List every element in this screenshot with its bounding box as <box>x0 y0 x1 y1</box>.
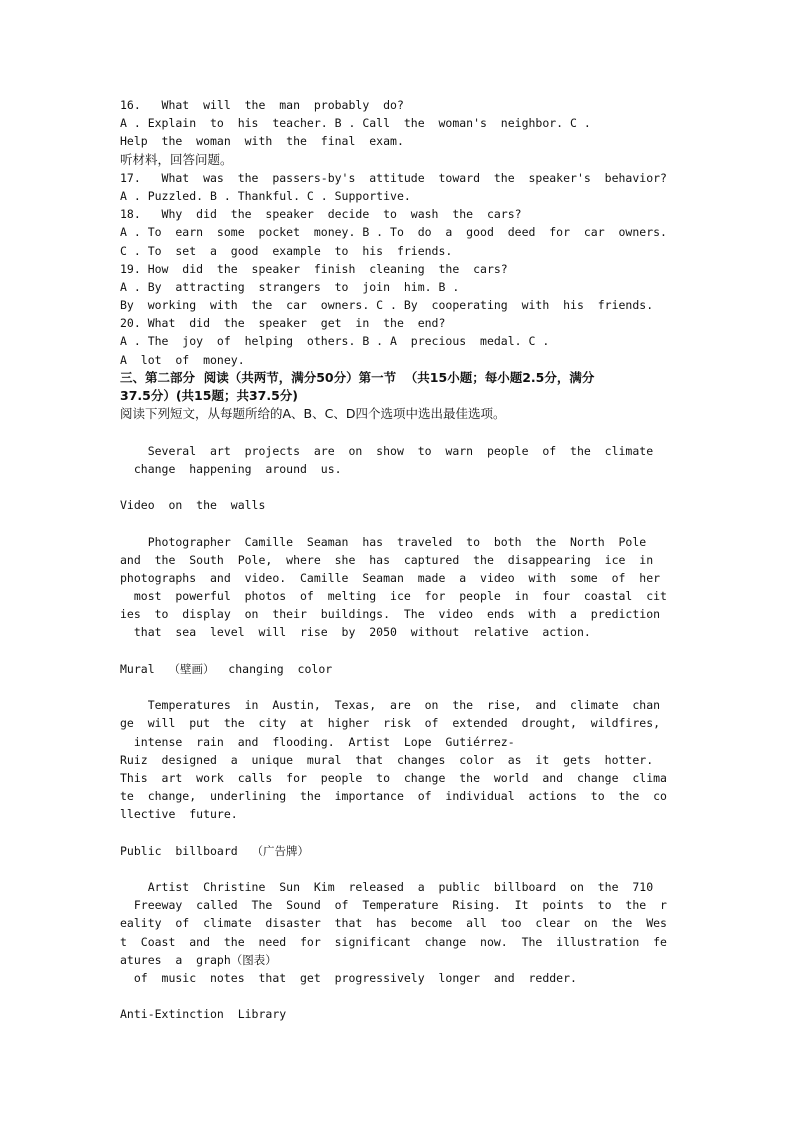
billboard-body-4: t Coast and the need for significant change now. The illustration fe <box>120 934 667 949</box>
question-16-option-c: Help the woman with the final exam. <box>120 134 404 149</box>
question-18-option-c: C . To set a good example to his friends. <box>120 243 453 258</box>
question-16: 16. What will the man probably do? <box>120 98 404 112</box>
passage-intro-1: Several art projects are on show to warn people of the climate <box>120 443 654 458</box>
mural-body-6: te change, underlining the importance of individual actions to the co <box>120 789 667 804</box>
video-body-3: photographs and video. Camille Seaman made a video with some of her <box>120 570 661 585</box>
question-19-options-cont: By working with the car owners. C . By cooperating with his friends. <box>120 298 654 313</box>
question-19-options: A . By attracting strangers to join him. B . <box>120 279 460 294</box>
question-19: 19. How did the speaker finish cleaning the cars? <box>120 261 508 276</box>
passage-intro-2: change happening around us. <box>120 461 342 476</box>
question-17-options: A . Puzzled. B . Thankful. C . Supportive. <box>120 188 411 203</box>
billboard-body-2: Freeway called The Sound of Temperature Rising. It points to the r <box>120 898 667 913</box>
question-18-options: A . To earn some pocket money. B . To do a good deed for car owners. <box>120 225 667 240</box>
mural-body-2: ge will put the city at higher risk of extended drought, wildfires, <box>120 716 661 731</box>
section-score: 37.5分）(共15题；共37.5分) <box>120 388 299 403</box>
question-17: 17. What was the passers-by's attitude toward the speaker's behavior? <box>120 170 667 185</box>
reading-section-header <box>120 369 676 424</box>
question-20: 20. What did the speaker get in the end? <box>120 316 446 331</box>
billboard-body-1: Artist Christine Sun Kim released a public billboard on the 710 <box>120 880 654 895</box>
section-title: 三、第二部分 阅读（共两节，满分50分）第一节 （共15小题；每小题2.5分，满分 <box>120 369 595 385</box>
video-body-5: ies to display on their buildings. The video ends with a prediction <box>120 607 661 622</box>
listening-instruction: 听材料，回答问题。 <box>120 151 233 167</box>
passage <box>120 442 676 1024</box>
billboard-body-5: atures a graph（图表） <box>120 952 277 967</box>
mural-body-7: llective future. <box>120 807 238 822</box>
question-16-options: A . Explain to his teacher. B . Call the woman's neighbor. C . <box>120 116 591 131</box>
video-heading: Video on the walls <box>120 498 266 513</box>
question-18: 18. Why did the speaker decide to wash the cars? <box>120 207 522 222</box>
question-20-option-c: A lot of money. <box>120 352 245 367</box>
mural-heading: Mural （壁画） changing color <box>120 661 333 676</box>
mural-body-3: intense rain and flooding. Artist Lope Gutiérrez- <box>120 734 515 749</box>
video-body-4: most powerful photos of melting ice for people in four coastal cit <box>120 589 667 604</box>
video-body-2: and the South Pole, where she has captured the disappearing ice in <box>120 552 654 567</box>
video-body-6: that sea level will rise by 2050 without relative action. <box>120 625 591 640</box>
mural-body-1: Temperatures in Austin, Texas, are on the rise, and climate chan <box>120 698 661 713</box>
question-20-options: A . The joy of helping others. B . A precious medal. C . <box>120 334 550 349</box>
billboard-heading: Public billboard （广告牌） <box>120 843 310 858</box>
mural-body-5: This art work calls for people to change the world and change clima <box>120 770 667 785</box>
billboard-body-3: eality of climate disaster that has become all too clear on the Wes <box>120 916 667 931</box>
video-body-1: Photographer Camille Seaman has traveled to both the North Pole <box>120 534 647 549</box>
document-page <box>120 96 676 1024</box>
reading-instruction: 阅读下列短文，从每题所给的A、B、C、D四个选项中选出最佳选项。 <box>120 406 506 422</box>
mural-body-4: Ruiz designed a unique mural that changes color as it gets hotter. <box>120 752 654 767</box>
billboard-body-6: of music notes that get progressively longer and redder. <box>120 971 577 985</box>
listening-questions <box>120 96 676 369</box>
library-heading: Anti-Extinction Library <box>120 1007 287 1022</box>
